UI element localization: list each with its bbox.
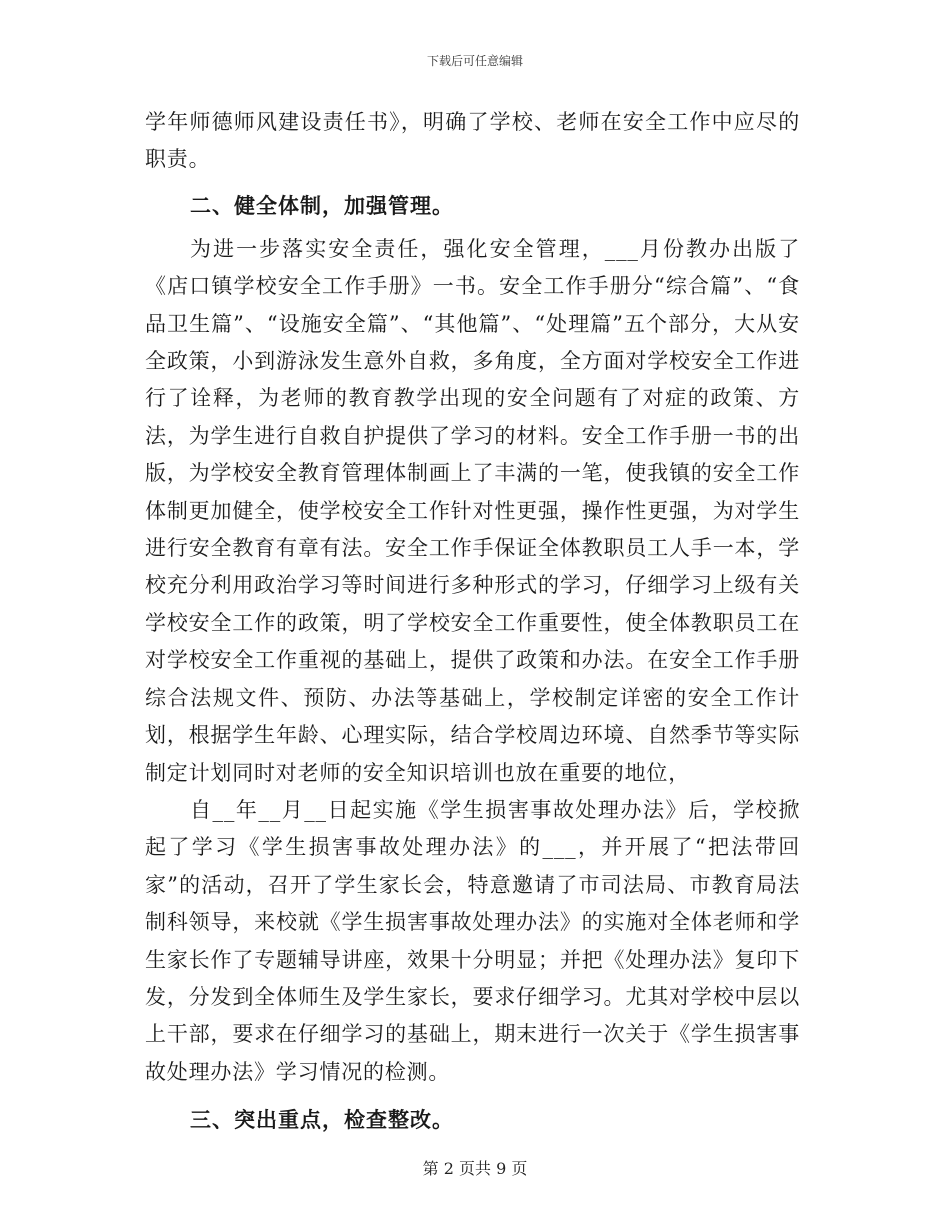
page-header: 下载后可任意编辑: [426, 54, 523, 68]
document-body: [145, 104, 800, 1141]
page-footer: 第 2 页共 9 页: [422, 1159, 528, 1178]
paragraph-safety-handbook: 为进一步落实安全责任，强化安全管理，___月份教办出版了《店口镇学校安全工作手册》一书。安全工作手册分“综合篇”、“食品卫生篇”、“设施安全篇”、“其他篇”、“处理篇”五个部分，大从安全政策，小到游泳发生意外自救，多角度，全方面对学校安全工作进行了诠释，为老师的教育教学出现的安全问题有了对症的政策、方法，为学生进行自救自护提供了学习的材料。安全工作手册一书的出版，为学校安全教育管理体制画上了丰满的一笔，使我镇的安全工作体制更加健全，使学校安全工作针对性更强，操作性更强，为对学生进行安全教育有章有法。安全工作手保证全体教职员工人手一本，学校充分利用政治学习等时间进行多种形式的学习，仔细学习上级有关学校安全工作的政策，明了学校安全工作重要性，使全体教职员工在对学校安全工作重视的基础上，提供了政策和办法。在安全工作手册综合法规文件、预防、办法等基础上，学校制定详密的安全工作计划，根据学生年龄、心理实际，结合学校周边环境、自然季节等实际制定计划同时对老师的安全知识培训也放在重要的地位，: [145, 236, 800, 785]
section-heading-3: 三、突出重点，检查整改。: [190, 1107, 454, 1133]
section-heading-2: 二、健全体制，加强管理。: [190, 192, 454, 218]
paragraph-accident-measures: 自__年__月__日起实施《学生损害事故处理办法》后，学校掀起了学习《学生损害事故处理办法》的___，并开展了“把法带回家”的活动，召开了学生家长会，特意邀请了市司法局、市教育局法制科领导，来校就《学生损害事故处理办法》的实施对全体老师和学生家长作了专题辅导讲座，效果十分明显；并把《处理办法》复印下发，分发到全体师生及学生家长，要求仔细学习。尤其对学校中层以上干部，要求在仔细学习的基础上，期末进行一次关于《学生损害事故处理办法》学习情况的检测。: [145, 797, 800, 1084]
paragraph-continued: 学年师德师风建设责任书》，明确了学校、老师在安全工作中应尽的职责。: [145, 110, 800, 172]
